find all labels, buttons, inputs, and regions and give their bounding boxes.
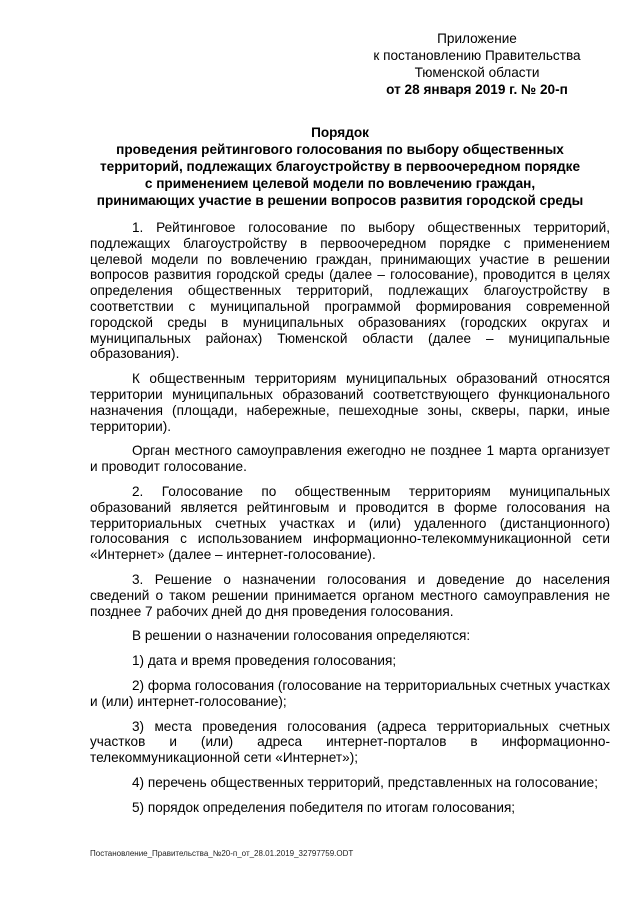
paragraph-5: 3. Решение о назначении голосования и доведение до населения сведений о таком решении принимается органом местного самоуправления не позднее 7 рабочих дней до дня проведения голосования. (90, 571, 610, 619)
paragraph-6: В решении о назначении голосования определяются: (132, 628, 471, 644)
title-line-2: проведения рейтингового голосования по выбору общественных (116, 142, 564, 157)
title-line-1: Порядок (311, 125, 369, 140)
paragraph-7: 1) дата и время проведения голосования; (132, 653, 397, 669)
title-line-4: с применением целевой модели по вовлечению граждан, (144, 176, 536, 191)
paragraph-3: Орган местного самоуправления ежегодно не позднее 1 марта организует и проводит голосование. (90, 443, 610, 475)
title-line-3: территорий, подлежащих благоустройству в первоочередном порядке (99, 159, 581, 174)
document-title (80, 124, 600, 209)
appendix-date-number: от 28 января 2019 г. № 20-п (386, 82, 568, 97)
appendix-label: Приложение (437, 31, 517, 46)
appendix-reference: к постановлению Правительства (373, 48, 581, 63)
document-body (90, 220, 610, 825)
paragraph-2: К общественным территориям муниципальных образований относятся территории муниципальных образований соответствующего функционального назначения (площади, набережные, пешеходные зоны, скверы, парки, иные территории). (90, 371, 610, 434)
appendix-header (362, 30, 592, 98)
appendix-region: Тюменской области (414, 65, 540, 80)
footer-filename: Постановление_Правительства_№20-п_от_28.01.2019_32797759.ODT (90, 849, 354, 858)
paragraph-1: 1. Рейтинговое голосование по выбору общественных территорий, подлежащих благоустройству в первоочередном порядке с применением целевой модели по вовлечению граждан, принимающих участие в решении вопросов развития городской среды (далее – голосование), проводится в целях определения общественных территорий, подлежащих благоустройству в соответствии с муниципальной программой формирования современной городской среды в муниципальных образованиях (городских округах и муниципальных районах) Тюменской области (далее – муниципальные образования). (90, 220, 610, 362)
paragraph-10: 4) перечень общественных территорий, представленных на голосование; (132, 774, 598, 790)
title-line-5: принимающих участие в решении вопросов развития городской среды (96, 193, 584, 208)
paragraph-8: 2) форма голосования (голосование на территориальных счетных участках и (или) интернет-голосование); (90, 677, 610, 709)
paragraph-11: 5) порядок определения победителя по итогам голосования; (132, 799, 516, 815)
paragraph-9: 3) места проведения голосования (адреса территориальных счетных участков и (или) адреса интернет-порталов в информационно-телекоммуникационной сети «Интернет»); (90, 718, 610, 766)
paragraph-4: 2. Голосование по общественным территориям муниципальных образований является рейтинговым и проводится в форме голосования на территориальных счетных участках и (или) удаленного (дистанционного) голосования с использованием информационно-телекоммуникационной сети «Интернет» (далее – интернет-голосование). (90, 483, 610, 563)
